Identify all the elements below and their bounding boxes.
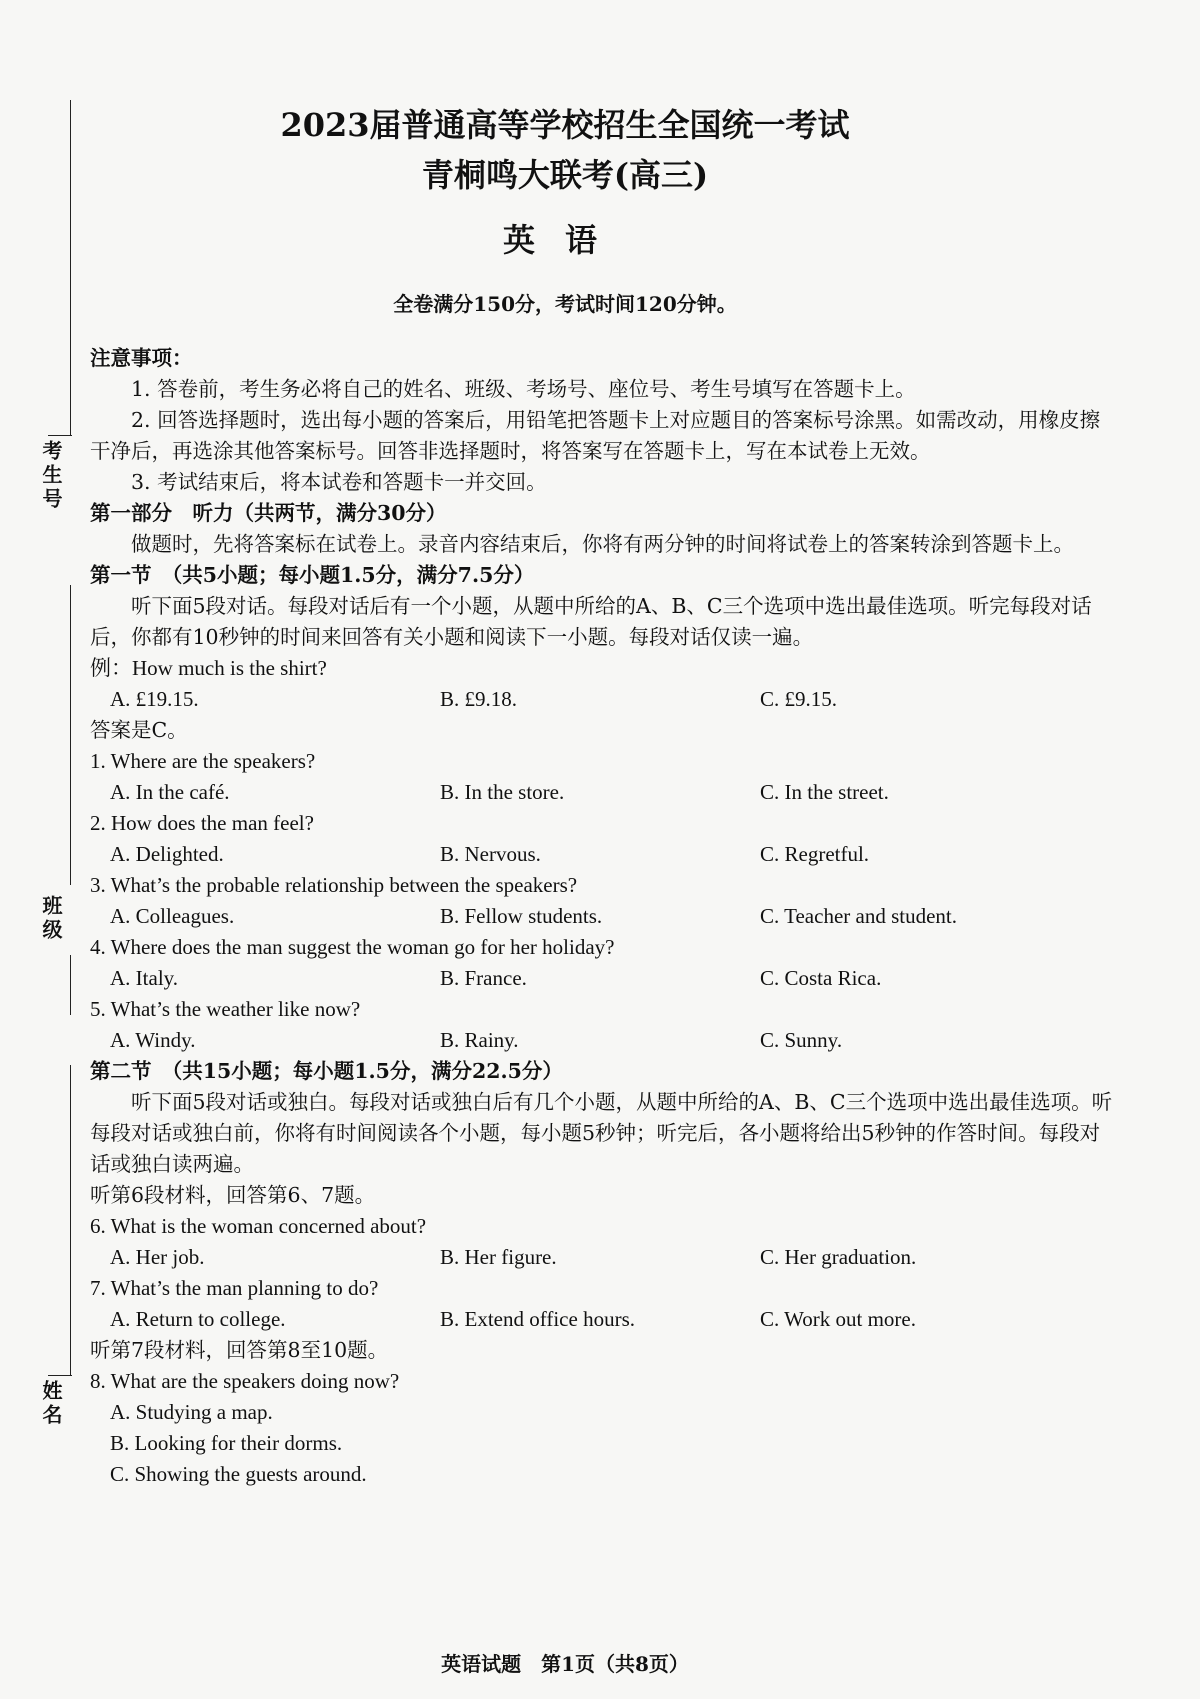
- question-options: [90, 839, 1120, 870]
- score-info: 全卷满分150分，考试时间120分钟。: [393, 292, 737, 316]
- part1-heading: 第一部分 听力（共两节，满分30分）: [90, 501, 447, 525]
- part1-instruction: 做题时，先将答案标在试卷上。录音内容结束后，你将有两分钟的时间将试卷上的答案转涂到答题卡上。: [131, 532, 1074, 556]
- option-b: B. Looking for their dorms.: [110, 1431, 343, 1455]
- notice-item: 3. 考试结束后，将本试卷和答题卡一并交回。: [131, 470, 547, 494]
- option-b: B. France.: [440, 966, 527, 990]
- option-c: C. Regretful.: [760, 842, 870, 866]
- exam-number-label: 考生号: [39, 440, 63, 512]
- exam-content: [90, 343, 1120, 1490]
- example-question: 例：How much is the shirt?: [90, 656, 327, 680]
- question-options: [90, 963, 1120, 994]
- option-b: B. Nervous.: [440, 842, 541, 866]
- option-a: A. Delighted.: [110, 842, 224, 866]
- notice-item: 1. 答卷前，考生务必将自己的姓名、班级、考场号、座位号、考生号填写在答题卡上。: [131, 377, 916, 401]
- material-7-label: 听第7段材料，回答第8至10题。: [90, 1338, 389, 1362]
- option-a: A. Windy.: [110, 1028, 196, 1052]
- name-label: 姓名: [39, 1380, 63, 1428]
- section2-instruction: 听下面5段对话或独白。每段对话或独白后有几个小题，从题中所给的A、B、C三个选项中选出最佳选项。听每段对话或独白前，你将有时间阅读各个小题，每小题5秒钟；听完后，各小题将给出5秒钟的作答时间。每段对话或独白读两遍。: [90, 1090, 1113, 1176]
- notice-item: 2. 回答选择题时，选出每小题的答案后，用铅笔把答题卡上对应题目的答案标号涂黑。如需改动，用橡皮擦干净后，再选涂其他答案标号。回答非选择题时，将答案写在答题卡上，写在本试卷上无效。: [90, 408, 1101, 463]
- option-a: A. In the café.: [110, 780, 230, 804]
- question-7: 7. What’s the man planning to do?: [90, 1276, 379, 1300]
- margin-rule: [70, 1065, 71, 1375]
- exam-subtitle: 青桐鸣大联考(高三): [421, 156, 709, 194]
- option-c: C. £9.15.: [760, 687, 838, 711]
- question-options: [90, 1025, 1120, 1056]
- question-options: [90, 901, 1120, 932]
- option-c: C. Teacher and student.: [760, 904, 957, 928]
- option-a: A. £19.15.: [110, 687, 199, 711]
- question-4: 4. Where does the man suggest the woman go for her holiday?: [90, 935, 615, 959]
- margin-rule: [70, 955, 71, 1015]
- option-a: A. Her job.: [110, 1245, 205, 1269]
- option-c: C. Showing the guests around.: [110, 1462, 367, 1486]
- option-c: C. Work out more.: [760, 1307, 916, 1331]
- class-label: 班级: [39, 895, 63, 943]
- example-answer: 答案是C。: [90, 718, 188, 742]
- option-c: C. Sunny.: [760, 1028, 843, 1052]
- margin-underline: [48, 435, 72, 436]
- question-5: 5. What’s the weather like now?: [90, 997, 361, 1021]
- question-options: [90, 777, 1120, 808]
- question-1: 1. Where are the speakers?: [90, 749, 316, 773]
- section1-instruction: 听下面5段对话。每段对话后有一个小题，从题中所给的A、B、C三个选项中选出最佳选项。听完每段对话后，你都有10秒钟的时间来回答有关小题和阅读下一小题。每段对话仅读一遍。: [90, 594, 1092, 649]
- section2-heading: 第二节 （共15小题；每小题1.5分，满分22.5分）: [90, 1059, 563, 1083]
- option-a: A. Studying a map.: [110, 1400, 273, 1424]
- question-6: 6. What is the woman concerned about?: [90, 1214, 427, 1238]
- option-a: A. Colleagues.: [110, 904, 235, 928]
- option-b: B. Rainy.: [440, 1028, 519, 1052]
- option-a: A. Return to college.: [110, 1307, 286, 1331]
- question-options: [90, 1304, 1120, 1335]
- subject-title: 英语: [502, 221, 627, 259]
- option-b: B. Fellow students.: [440, 904, 603, 928]
- option-c: C. Costa Rica.: [760, 966, 882, 990]
- material-6-label: 听第6段材料，回答第6、7题。: [90, 1183, 376, 1207]
- option-b: B. £9.18.: [440, 687, 518, 711]
- option-b: B. Her figure.: [440, 1245, 557, 1269]
- option-a: A. Italy.: [110, 966, 179, 990]
- question-2: 2. How does the man feel?: [90, 811, 314, 835]
- notice-heading: 注意事项：: [90, 346, 193, 370]
- option-b: B. Extend office hours.: [440, 1307, 635, 1331]
- question-8: 8. What are the speakers doing now?: [90, 1369, 400, 1393]
- example-options: [90, 684, 1120, 715]
- option-c: C. In the street.: [760, 780, 889, 804]
- exam-title: 2023届普通高等学校招生全国统一考试: [280, 106, 850, 144]
- option-c: C. Her graduation.: [760, 1245, 917, 1269]
- page-footer: 英语试题 第1页（共8页）: [441, 1652, 689, 1676]
- question-options: [90, 1242, 1120, 1273]
- option-b: B. In the store.: [440, 780, 565, 804]
- section1-heading: 第一节 （共5小题；每小题1.5分，满分7.5分）: [90, 563, 535, 587]
- margin-underline: [48, 1375, 72, 1376]
- question-3: 3. What’s the probable relationship between the speakers?: [90, 873, 578, 897]
- margin-rule: [70, 585, 71, 885]
